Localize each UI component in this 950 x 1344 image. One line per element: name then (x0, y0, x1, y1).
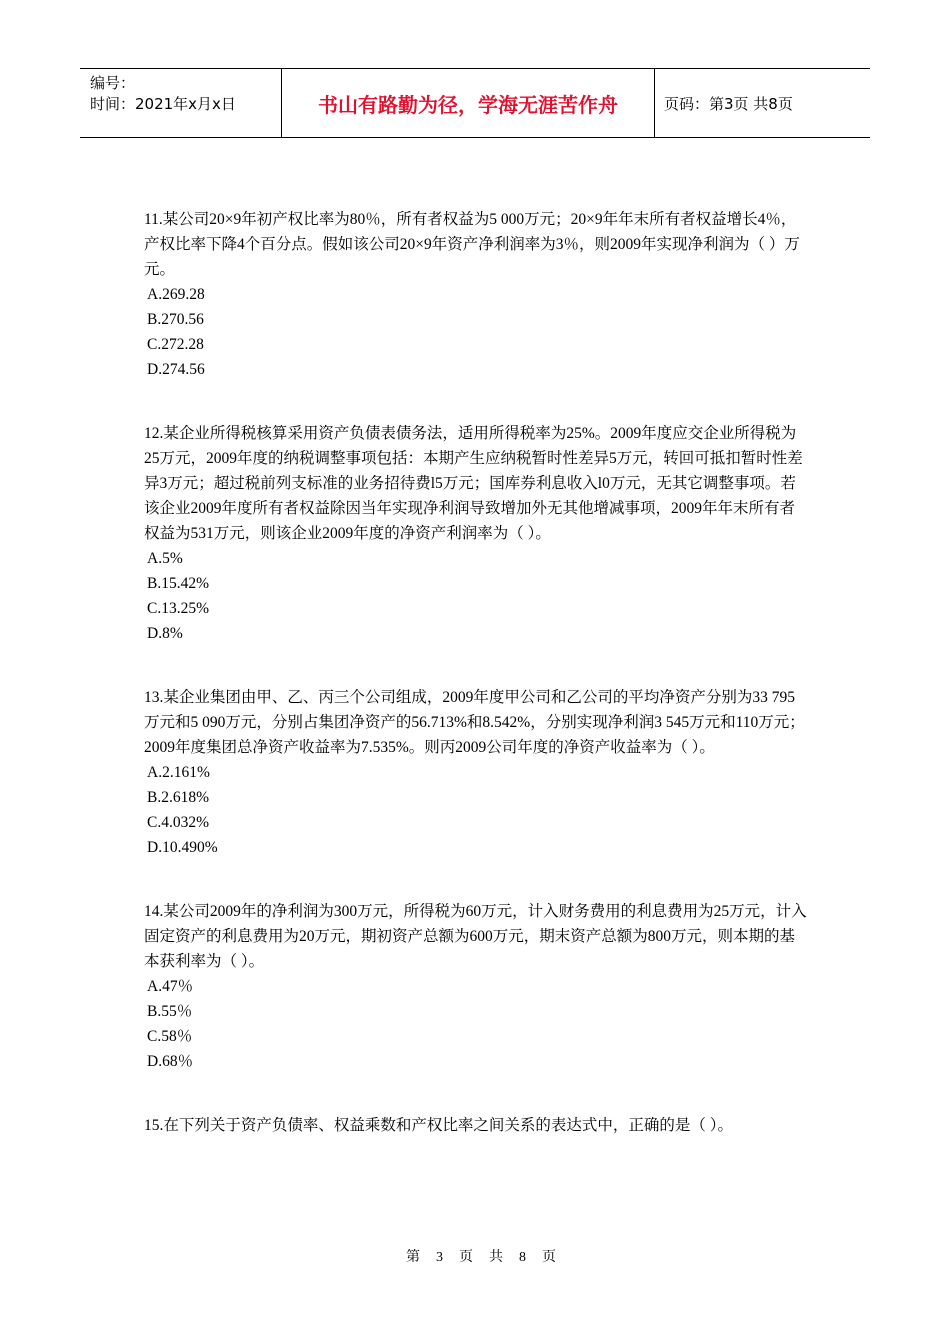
option-b: B.15.42% (147, 575, 209, 592)
option-c: C.58％ (147, 1028, 193, 1045)
footer-page-word: 页 (459, 1250, 475, 1265)
question-12 (144, 421, 808, 646)
option-c: C.4.032% (147, 814, 209, 831)
footer-total-pages: 8 (519, 1250, 528, 1265)
option-a: A.2.161% (147, 764, 210, 781)
footer-current-label: 第 (406, 1250, 422, 1265)
question-text: 15.在下列关于资产负债率、权益乘数和产权比率之间关系的表达式中，正确的是（ ）。 (144, 1117, 734, 1134)
option-d: D.274.56 (147, 361, 205, 378)
option-c: C.13.25% (147, 600, 209, 617)
footer-current-page: 3 (436, 1250, 445, 1265)
option-list (144, 282, 808, 382)
question-text: 12.某企业所得税核算采用资产负债表债务法，适用所得税率为25%。2009年度应交企业所得税为25万元，2009年度的纳税调整事项包括：本期产生应纳税暂时性差异5万元，转回可抵扣暂时性差异3万元；超过税前列支标准的业务招待费l5万元；国库券利息收入l0万元，无其它调整事项。若该企业2009年度所有者权益除因当年实现净利润导致增加外无其他增减事项，2009年年末所有者权益为531万元，则该企业2009年度的净资产利润率为（ ）。 (144, 425, 803, 542)
option-d: D.68％ (147, 1053, 194, 1070)
number-label: 编号： (90, 74, 136, 92)
option-d: D.8% (147, 625, 183, 642)
time-label: 时间：2021年x月x日 (90, 95, 236, 113)
question-13 (144, 685, 808, 860)
header-page-info: 页码：第3页 共8页 (664, 94, 793, 113)
option-list (144, 760, 808, 860)
question-15 (144, 1113, 808, 1138)
option-b: B.2.618% (147, 789, 209, 806)
question-text: 13.某企业集团由甲、乙、丙三个公司组成，2009年度甲公司和乙公司的平均净资产分别为33 795万元和5 090万元，分别占集团净资产的56.713%和8.542%，分别实现净利润3 545万元和110万元；2009年度集团总净资产收益率为7.535%。则丙2009公司年度的净资产收益率为（ ）。 (144, 689, 805, 756)
option-b: B.55％ (147, 1003, 193, 1020)
option-a: A.47％ (147, 978, 194, 995)
option-list (144, 546, 808, 646)
header-motto: 书山有路勤为径，学海无涯苦作舟 (282, 69, 655, 137)
option-a: A.269.28 (147, 286, 205, 303)
question-11 (144, 207, 808, 382)
footer-total-label: 共 (489, 1250, 505, 1265)
option-d: D.10.490% (147, 839, 218, 856)
footer-page-word-2: 页 (542, 1250, 558, 1265)
question-text: 14.某公司2009年的净利润为300万元，所得税为60万元，计入财务费用的利息费用为25万元，计入固定资产的利息费用为20万元，期初资产总额为600万元，期末资产总额为800万元，则本期的基本获利率为（ ）。 (144, 903, 807, 970)
page-footer (0, 1246, 950, 1266)
question-text: 11.某公司20×9年初产权比率为80％，所有者权益为5 000万元；20×9年年末所有者权益增长4％，产权比率下降4个百分点。假如该公司20×9年资产净利润率为3％，则2009年实现净利润为（ ）万元。 (144, 211, 800, 278)
question-list (144, 207, 808, 1177)
page-header (80, 68, 870, 138)
option-list (144, 974, 808, 1074)
option-b: B.270.56 (147, 311, 204, 328)
option-a: A.5% (147, 550, 183, 567)
question-14 (144, 899, 808, 1074)
option-c: C.272.28 (147, 336, 204, 353)
header-meta (80, 69, 282, 137)
